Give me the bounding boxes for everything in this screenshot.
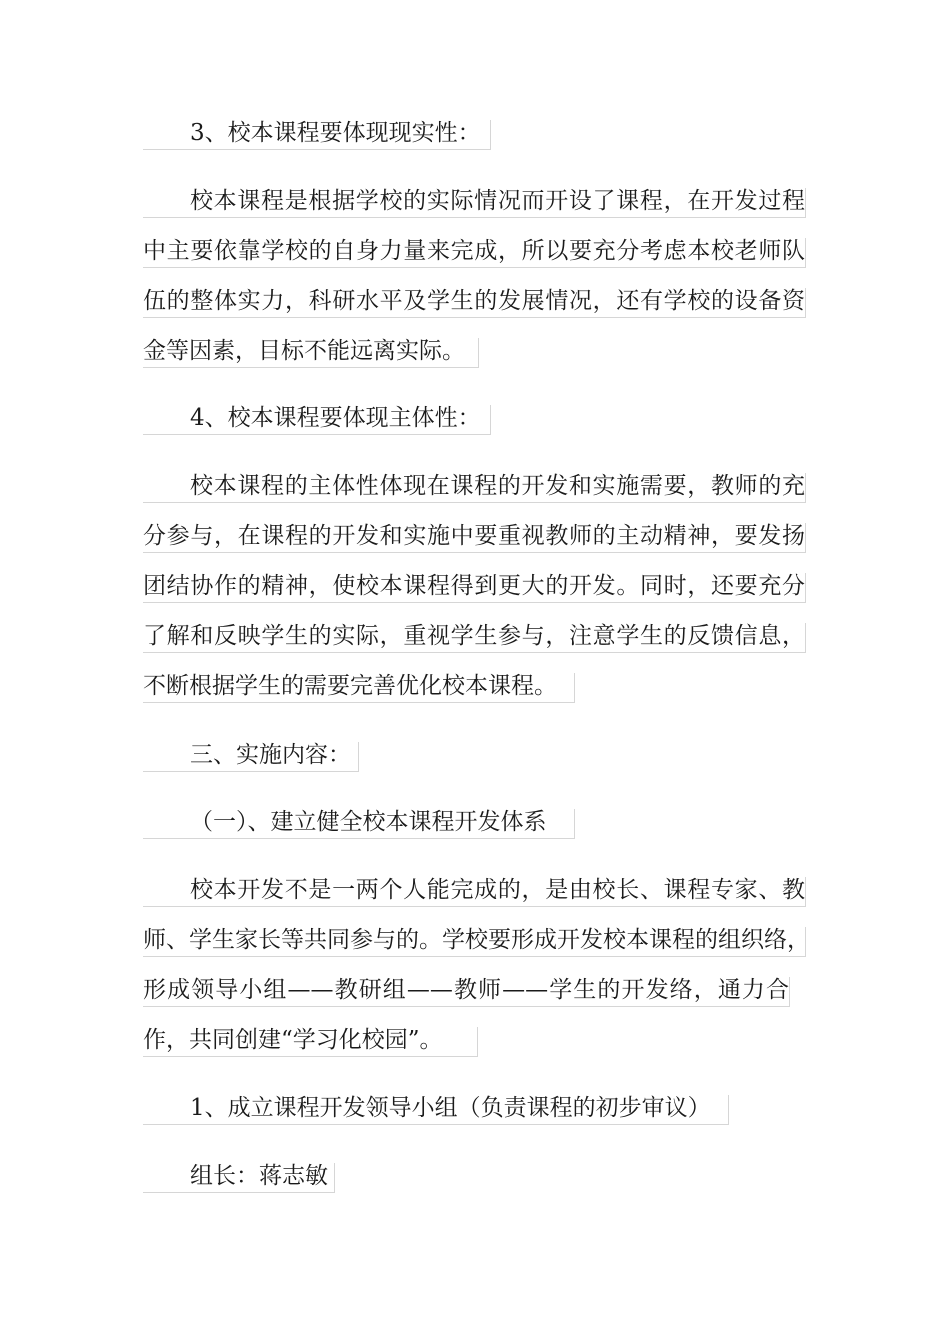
paragraph-line: 形成领导小组——教研组——教师——学生的开发络，通力合 <box>143 977 790 1007</box>
heading-item-3: 3、校本课程要体现现实性： <box>143 120 491 150</box>
paragraph-line: 校本开发不是一两个人能完成的，是由校长、课程专家、教 <box>143 877 806 907</box>
paragraph-line: 分参与，在课程的开发和实施中要重视教师的主动精神，要发扬 <box>143 523 806 553</box>
paragraph-line: 伍的整体实力，科研水平及学生的发展情况，还有学校的设备资 <box>143 288 806 318</box>
paragraph-line: 中主要依靠学校的自身力量来完成，所以要充分考虑本校老师队 <box>143 238 806 268</box>
section-heading: 三、实施内容： <box>143 742 359 772</box>
paragraph-line: 了解和反映学生的实际，重视学生参与，注意学生的反馈信息， <box>143 623 806 653</box>
heading-item-4: 4、校本课程要体现主体性： <box>143 405 491 435</box>
subsection-heading: （一）、建立健全校本课程开发体系 <box>143 809 575 839</box>
team-leader-line: 组长：蒋志敏 <box>143 1163 335 1193</box>
paragraph-line: 师、学生家长等共同参与的。学校要形成开发校本课程的组织络， <box>143 927 806 957</box>
paragraph-line: 金等因素，目标不能远离实际。 <box>143 338 479 368</box>
list-item-heading: 1、成立课程开发领导小组（负责课程的初步审议） <box>143 1095 729 1125</box>
paragraph-line: 校本课程的主体性体现在课程的开发和实施需要，教师的充 <box>143 473 806 503</box>
paragraph-line: 不断根据学生的需要完善优化校本课程。 <box>143 673 575 703</box>
paragraph-line: 校本课程是根据学校的实际情况而开设了课程，在开发过程 <box>143 188 806 218</box>
paragraph-line: 团结协作的精神，使校本课程得到更大的开发。同时，还要充分 <box>143 573 806 603</box>
paragraph-line: 作，共同创建“学习化校园”。 <box>143 1027 478 1057</box>
